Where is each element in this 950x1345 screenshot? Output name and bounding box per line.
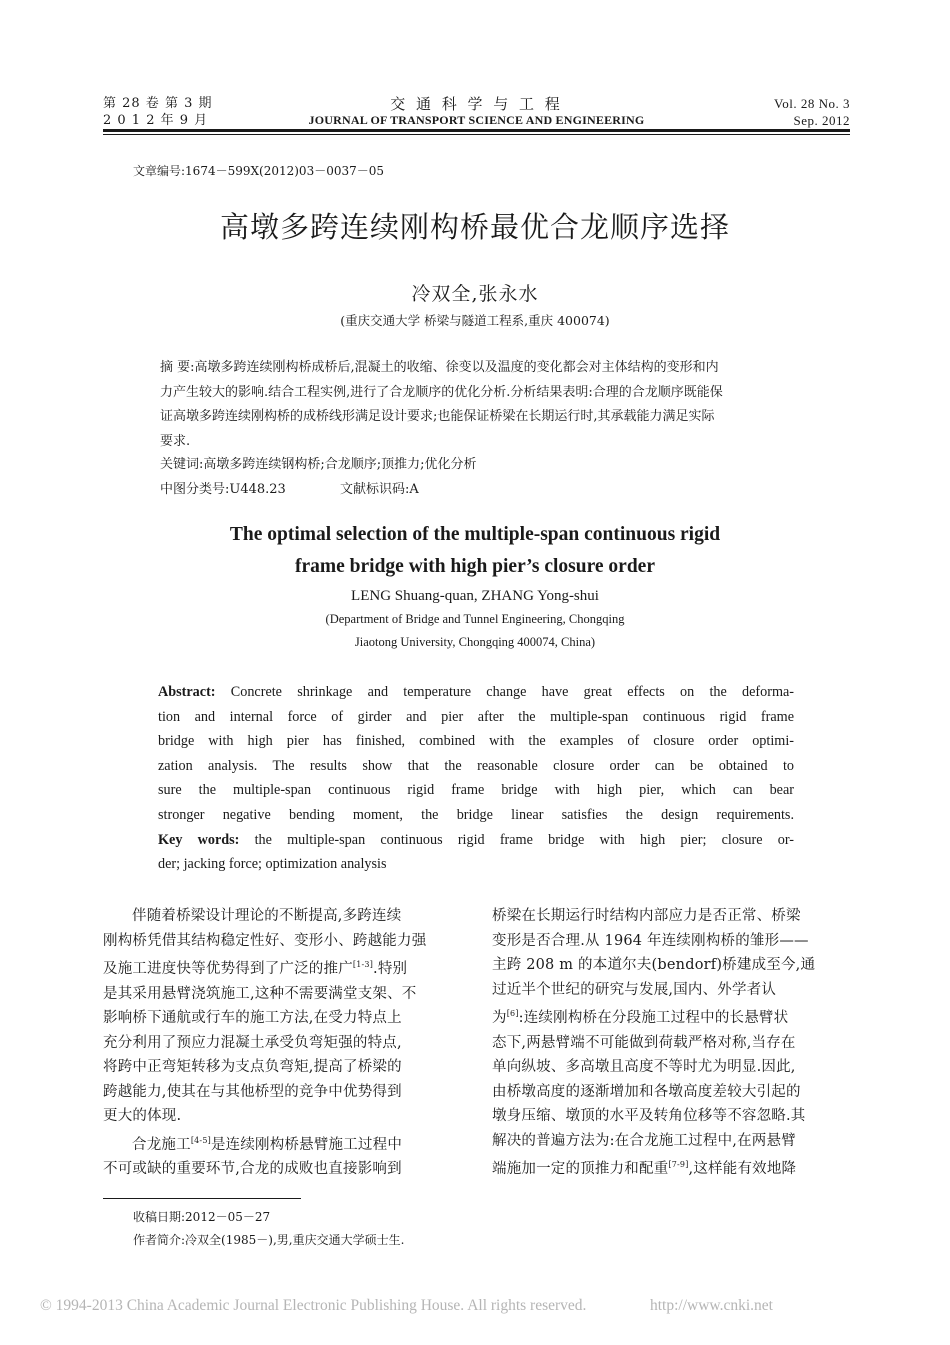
publication-date: 2 0 1 2 年 9 月 [103, 113, 209, 128]
abstract-en-label: Abstract: [158, 684, 216, 700]
body-line: 过近半个世纪的研究与发展,国内、外学者认 [492, 981, 777, 998]
received-date: 收稿日期:2012－05－27 [133, 1210, 271, 1224]
vol-no-en: Vol. 28 No. 3 [774, 96, 850, 111]
abstract-cn-line: 证高墩多跨连续刚构桥的成桥线形满足设计要求;也能保证桥梁在长期运行时,其承载能力满足实际 [160, 409, 715, 424]
body-line: 端施加一定的顶推力和配重 [492, 1161, 669, 1177]
citation-ref: [4-5] [190, 1135, 211, 1145]
author-bio: 作者简介:冷双全(1985－),男,重庆交通大学硕士生. [133, 1233, 405, 1247]
keywords-en-line: the multiple-span continuous rigid frame bridge with high pier; closure or- [254, 831, 795, 848]
copyright-watermark: © 1994-2013 China Academic Journal Electronic Publishing House. All rights reserved. [40, 1297, 587, 1314]
cnki-url[interactable]: http://www.cnki.net [650, 1297, 773, 1314]
abstract-cn-line: 力产生较大的影响.结合工程实例,进行了合龙顺序的优化分析.分析结果表明:合理的合龙顺序既能保 [160, 384, 723, 400]
keywords-en-line: der; jacking force; optimization analysis [158, 856, 387, 873]
body-line: 伴随着桥梁设计理论的不断提高,多跨连续 [132, 908, 402, 924]
body-line-tail: :连续刚构桥在分段施工过程中的长悬臂状 [518, 1010, 789, 1026]
keywords-cn: 关键词:高墩多跨连续钢构桥;合龙顺序;顶推力;优化分析 [160, 457, 477, 472]
body-line-tail: 是连续刚构桥悬臂施工过程中 [210, 1136, 403, 1153]
citation-ref: [6] [506, 1009, 519, 1018]
header-rule-thin [103, 134, 850, 135]
body-line: 不可或缺的重要环节,合龙的成败也直接影响到 [103, 1161, 402, 1177]
volume-issue: 第 28 卷 第 3 期 [103, 96, 213, 111]
abstract-en-line: zation analysis. The results show that the reasonable closure order can be obtained to [158, 757, 794, 774]
keywords-en-label: Key words: [158, 831, 240, 848]
abstract-en-line: tion and internal force of girder and pier after the multiple-span continuous rigid frame [158, 708, 794, 725]
abstract-en-line: sure the multiple-span continuous rigid frame bridge with high pier, which can bear [158, 782, 794, 799]
abstract-cn-line: 要求. [160, 433, 191, 449]
abstract-cn-line: 高墩多跨连续刚构桥成桥后,混凝土的收缩、徐变以及温度的变化都会对主体结构的变形和内 [194, 360, 719, 375]
affiliation-en-line2: Jiaotong University, Chongqing 400074, China) [354, 635, 596, 649]
body-line: 解决的普遍方法为:在合龙施工过程中,在两悬臂 [492, 1132, 796, 1149]
body-line: 刚构桥凭借其结构稳定性好、变形小、跨越能力强 [103, 932, 427, 949]
body-line: 及施工进度快等优势得到了广泛的推广 [103, 961, 353, 977]
journal-title-cn: 交 通 科 学 与 工 程 [390, 95, 563, 113]
body-line: 墩身压缩、墩顶的水平及转角位移等不容忽略.其 [492, 1108, 806, 1124]
page-title: 高墩多跨连续刚构桥最优合龙顺序选择 [219, 210, 730, 244]
abstract-en [158, 680, 794, 877]
article-id: 文章编号:1674－599X(2012)03－0037－05 [133, 164, 385, 178]
authors-cn: 冷双全,张永水 [411, 283, 539, 305]
citation-ref: [7-9] [668, 1160, 689, 1169]
body-line: 跨越能力,使其在与其他桥型的竞争中优势得到 [103, 1083, 402, 1100]
authors-en: LENG Shuang-quan, ZHANG Yong-shui [351, 588, 599, 604]
date-en: Sep. 2012 [793, 113, 850, 128]
body-line-tail: .特别 [373, 961, 408, 977]
journal-title-en: JOURNAL OF TRANSPORT SCIENCE AND ENGINEERING [308, 113, 645, 127]
affiliation-cn: (重庆交通大学 桥梁与隧道工程系,重庆 400074) [340, 313, 610, 328]
title-en-line2: frame bridge with high pier’s closure order [295, 556, 655, 577]
abstract-en-line: stronger negative bending moment, the bridge linear satisfies the design requirements. [158, 806, 794, 823]
abstract-cn [160, 356, 795, 454]
body-line-tail: ,这样能有效地降 [688, 1161, 797, 1177]
abstract-cn-label: 摘 要: [160, 360, 195, 375]
body-line: 更大的体现. [103, 1108, 182, 1124]
body-line: 充分利用了预应力混凝土承受负弯矩强的特点, [103, 1034, 402, 1051]
document-code: 文献标识码:A [340, 482, 419, 497]
abstract-en-line: bridge with high pier has finished, combined with the examples of closure order optimi- [158, 733, 794, 750]
body-line: 是其采用悬臂浇筑施工,这种不需要满堂支架、不 [103, 985, 417, 1002]
body-line: 合龙施工 [132, 1136, 191, 1153]
body-line: 主跨 208 m 的本道尔夫(bendorf)桥建成至今,通 [492, 957, 816, 973]
body-right-column [492, 904, 849, 1182]
body-line: 由桥墩高度的逐渐增加和各墩高度差较大引起的 [492, 1083, 801, 1100]
footnote-rule [103, 1198, 301, 1199]
abstract-en-line: Concrete shrinkage and temperature change have great effects on the deforma- [230, 684, 794, 700]
body-line: 态下,两悬臂端不可能做到荷载严格对称,当存在 [492, 1034, 796, 1051]
body-line: 将跨中正弯矩转移为支点负弯矩,提高了桥梁的 [103, 1059, 402, 1075]
body-line: 变形是否合理.从 1964 年连续刚构桥的雏形—— [492, 932, 809, 949]
body-line: 影响桥下通航或行车的施工方法,在受力特点上 [103, 1010, 402, 1026]
body-left-column [103, 904, 460, 1182]
citation-ref: [1-3] [352, 960, 374, 969]
clc-number: 中图分类号:U448.23 [160, 482, 286, 497]
header-rule-thick [103, 129, 850, 132]
body-line: 为 [492, 1010, 507, 1026]
body-line: 桥梁在长期运行时结构内部应力是否正常、桥梁 [492, 908, 801, 924]
body-line: 单向纵坡、多高墩且高度不等时尤为明显.因此, [492, 1059, 796, 1075]
title-en-line1: The optimal selection of the multiple-span continuous rigid [229, 524, 721, 545]
affiliation-en-line1: (Department of Bridge and Tunnel Engineering, Chongqing [325, 612, 625, 626]
